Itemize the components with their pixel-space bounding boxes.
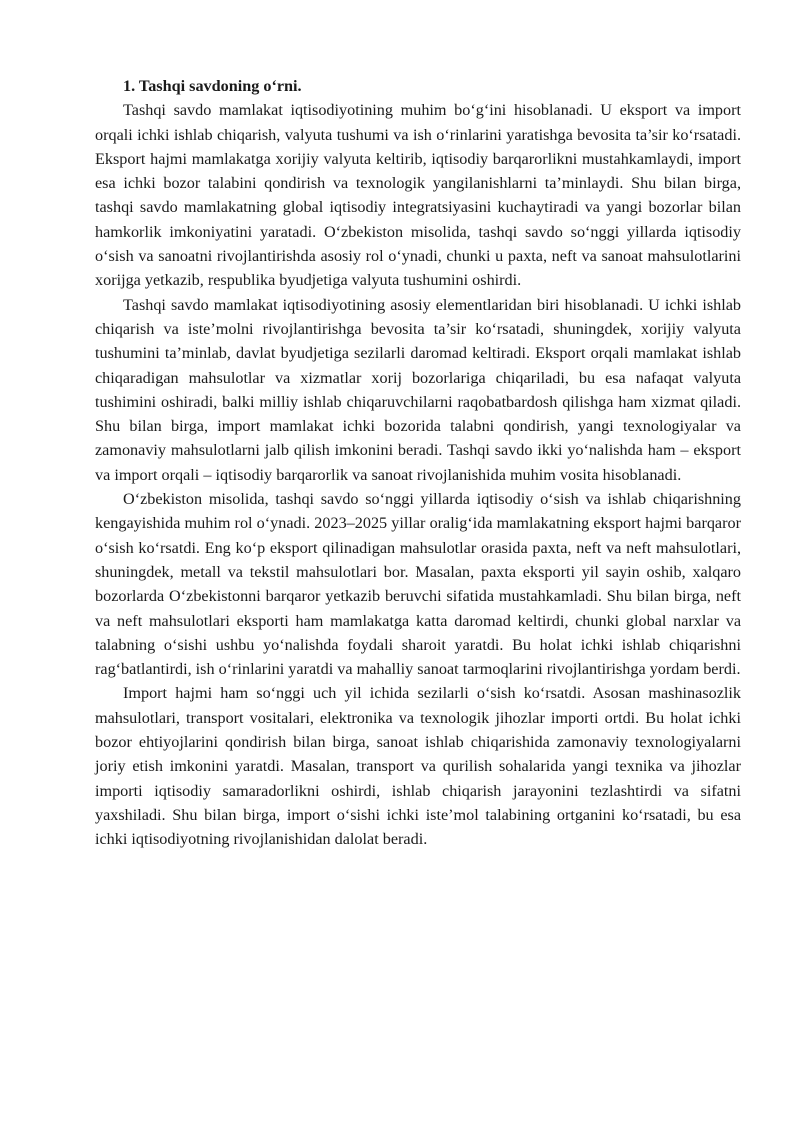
paragraph-4: Import hajmi ham so‘nggi uch yil ichida sezilarli o‘sish ko‘rsatdi. Asosan mashinasozlik mahsulotlari, transport vositalari, elektronika va texnologik jihozlar importi ortdi. Bu holat ichki bozor ehtiyojlarini qondirish bilan birga, sanoat ishlab chiqarishida zamonaviy texnologiyalarni joriy etish imkonini yaratdi. Masalan, transport va qurilish sohalarida yangi texnika va jihozlar importi iqtisodiy samaradorlikni oshirdi, ishlab chiqarish jarayonini tezlashtirdi va sifatni yaxshiladi. Shu bilan birga, import o‘sishi ichki iste’mol talabining ortganini ko‘rsatadi, bu esa ichki iqtisodiyotning rivojlanishidan dalolat beradi. bbox=[95, 684, 741, 849]
paragraph-1: Tashqi savdo mamlakat iqtisodiyotining muhim bo‘g‘ini hisoblanadi. U eksport va import orqali ichki ishlab chiqarish, valyuta tushumi va ish o‘rinlarini yaratishga bevosita ta’sir ko‘rsatadi. Eksport hajmi mamlakatga xorijiy valyuta keltirib, iqtisodiy barqarorlikni mustahkamlaydi, import esa ichki bozor talabini qondirish va texnologik yangilanishlarni ta’minlaydi. Shu bilan birga, tashqi savdo mamlakatning global iqtisodiy integratsiyasini kuchaytiradi va yangi bozorlar bilan hamkorlik imkoniyatini yaratadi. O‘zbekiston misolida, tashqi savdo so‘nggi yillarda iqtisodiy o‘sish va sanoatni rivojlantirishda asosiy rol o‘ynadi, chunki u paxta, neft va sanoat mahsulotlarini xorijga yetkazib, respublika byudjetiga valyuta tushumini oshirdi. bbox=[95, 101, 741, 290]
paragraph-3: O‘zbekiston misolida, tashqi savdo so‘nggi yillarda iqtisodiy o‘sish va ishlab chiqarishning kengayishida muhim rol o‘ynadi. 2023–2025 yillar oralig‘ida mamlakatning eksport hajmi barqaror o‘sish ko‘rsatdi. Eng ko‘p eksport qilinadigan mahsulotlar orasida paxta, neft va neft mahsulotlari, shuningdek, metall va tekstil mahsulotlari bor. Masalan, paxta eksporti yil sayin oshib, xalqaro bozorlarda O‘zbekistonni barqaror yetkazib beruvchi sifatida mustahkamladi. Shu bilan birga, neft va neft mahsulotlari eksporti ham mamlakatga katta daromad keltirdi, chunki global narxlar va talabning o‘sishi ushbu yo‘nalishda foydali sharoit yaratdi. Bu holat ichki ishlab chiqarishni rag‘batlantirdi, ish o‘rinlarini yaratdi va mahalliy sanoat tarmoqlarini rivojlantirishga yordam berdi. bbox=[95, 490, 741, 679]
section-heading: 1. Tashqi savdoning o‘rni. bbox=[123, 77, 302, 95]
document-body bbox=[95, 74, 741, 852]
paragraph-2: Tashqi savdo mamlakat iqtisodiyotining asosiy elementlaridan biri hisoblanadi. U ichki ishlab chiqarish va iste’molni rivojlantirishga bevosita ta’sir ko‘rsatadi, shuningdek, xorijiy valyuta tushumini ta’minlab, davlat byudjetiga sezilarli daromad keltiradi. Eksport orqali mamlakat ishlab chiqaradigan mahsulotlar va xizmatlar xorij bozorlariga chiqariladi, bu esa nafaqat valyuta tushimini oshiradi, balki milliy ishlab chiqaruvchilarni raqobatbardosh qilishga ham xizmat qiladi. Shu bilan birga, import mamlakat ichki bozorida talabni qondirish, yangi texnologiyalar va zamonaviy mahsulotlarni jalb qilish imkonini beradi. Tashqi savdo ikki yo‘nalishda ham – eksport va import orqali – iqtisodiy barqarorlik va sanoat rivojlanishida muhim vosita hisoblanadi. bbox=[95, 295, 741, 484]
